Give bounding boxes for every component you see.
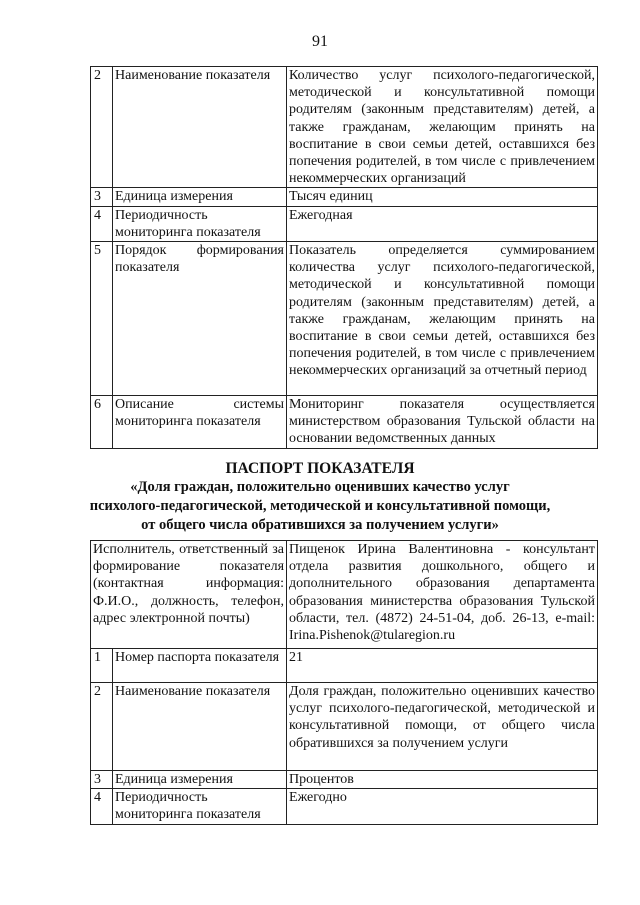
executor-label: Исполнитель, ответственный за формирование показателя (контактная информация: Ф.И.О., должность, телефон, адрес электронной почты) (91, 541, 287, 649)
row-value: Тысяч единиц (287, 188, 598, 206)
row-label: Наименование показателя (113, 67, 287, 188)
row-label: Единица измерения (113, 771, 287, 789)
row-number: 3 (91, 188, 113, 206)
row-value: Процентов (287, 771, 598, 789)
row-number: 1 (91, 649, 113, 683)
executor-value: Пищенок Ирина Валентиновна - консультант отдела развития дошкольного, общего и дополнительного образования департамента образования министерства образования Тульской области, тел. (4872) 24-51-04, доб. 26-13, e-mail: Irina.Pishenok@tularegion.ru (287, 541, 598, 649)
row-number: 4 (91, 789, 113, 824)
row-value: Мониторинг показателя осуществляется министерством образования Тульской области на основании ведомственных данных (287, 396, 598, 449)
passport-table (90, 540, 598, 825)
table-row (91, 206, 598, 241)
passport-subtitle-line2: психолого-педагогической, методической и консультативной помощи, (89, 498, 551, 514)
row-value: Ежегодно (287, 789, 598, 824)
passport-subtitle-line1: «Доля граждан, положительно оценивших качество услуг (130, 479, 510, 495)
table-row (91, 649, 598, 683)
row-number: 3 (91, 771, 113, 789)
table-row (91, 771, 598, 789)
passport-heading (0, 459, 640, 535)
table-row (91, 242, 598, 396)
row-label: Периодичность мониторинга показателя (113, 206, 287, 241)
row-label: Периодичность мониторинга показателя (113, 789, 287, 824)
row-value: Количество услуг психолого-педагогической, методической и консультативной помощи родителям (законным представителям) детей, а также гражданам, желающим принять на воспитание в свои семьи детей, оставшихся без попечения родителей, в том числе с привлечением некоммерческих организаций (287, 67, 598, 188)
table-row (91, 67, 598, 188)
indicator-table-continued (90, 66, 598, 449)
passport-subtitle-line3: от общего числа обратившихся за получением услуги» (141, 517, 499, 533)
row-value: Ежегодная (287, 206, 598, 241)
table-row (91, 188, 598, 206)
row-number: 2 (91, 67, 113, 188)
table-row (91, 683, 598, 771)
table-row (91, 789, 598, 824)
row-label: Наименование показателя (113, 683, 287, 771)
passport-title: ПАСПОРТ ПОКАЗАТЕЛЯ (225, 460, 415, 477)
row-value: Показатель определяется суммированием количества услуг психолого-педагогической, методической и консультативной помощи родителям (законным представителям) детей, а также гражданам, желающим принять на воспитание в свои семьи детей, оставшихся без попечения родителей, в том числе с привлечением некоммерческих организаций за отчетный период (287, 242, 598, 396)
row-number: 4 (91, 206, 113, 241)
row-label: Порядок формирования показателя (113, 242, 287, 396)
row-number: 2 (91, 683, 113, 771)
row-label: Номер паспорта показателя (113, 649, 287, 683)
row-value: Доля граждан, положительно оценивших качество услуг психолого-педагогической, методической и консультативной помощи, от общего числа обратившихся за получением услуги (287, 683, 598, 771)
row-value: 21 (287, 649, 598, 683)
row-number: 5 (91, 242, 113, 396)
row-label: Описание системы мониторинга показателя (113, 396, 287, 449)
row-label: Единица измерения (113, 188, 287, 206)
row-number: 6 (91, 396, 113, 449)
executor-row (91, 541, 598, 649)
page-number: 91 (312, 33, 328, 50)
table-row (91, 396, 598, 449)
